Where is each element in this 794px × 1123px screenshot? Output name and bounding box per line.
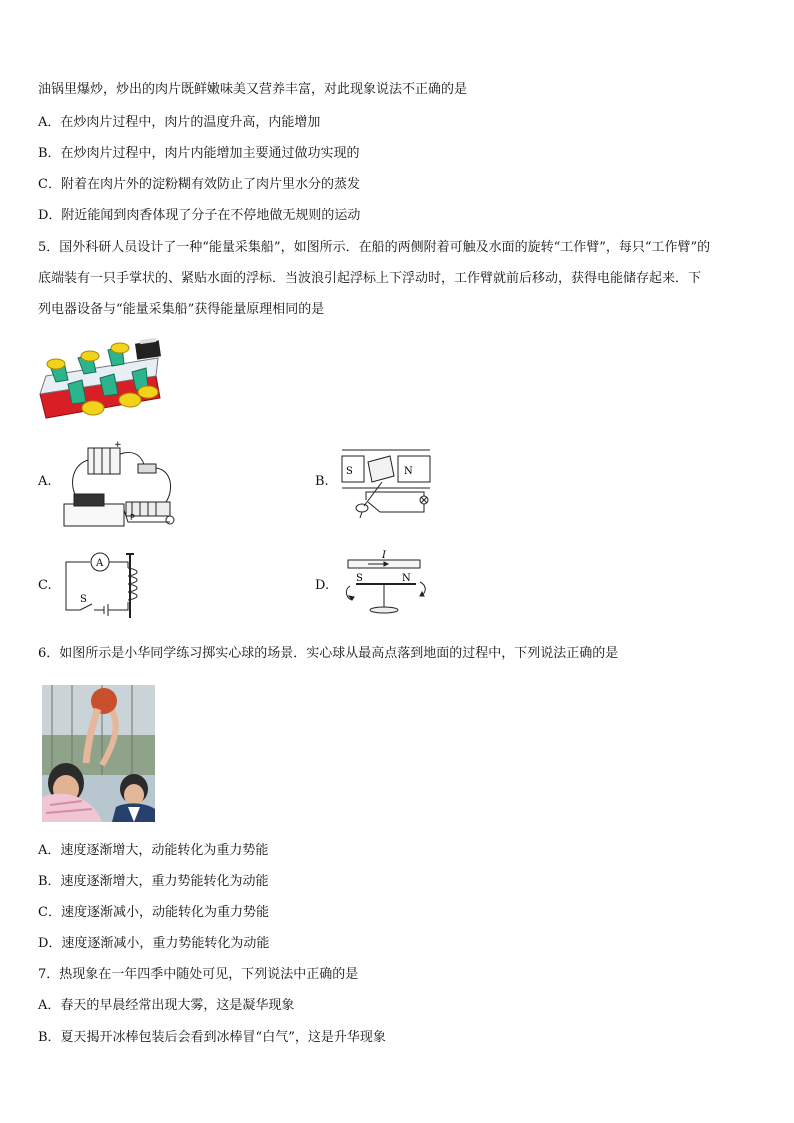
q7-stem: 7．热现象在一年四季中随处可见，下列说法中正确的是 [38, 967, 359, 982]
figure-d-s-pole: S [356, 573, 363, 584]
q7-option-a: A．春天的早晨经常出现大雾，这是凝华现象 [38, 998, 295, 1013]
figure-d-oersted-experiment [340, 550, 432, 620]
q5-stem-line1: 5．国外科研人员设计了一种“能量采集船”，如图所示．在船的两侧附着可触及水面的旋转“工作臂”，每只“工作臂”的 [38, 240, 711, 255]
q6-option-b: B．速度逐渐增大，重力势能转化为动能 [38, 874, 269, 889]
figure-d-current-label: I [382, 550, 386, 561]
q5-option-d-label: D. [315, 578, 330, 593]
shot-put-photo [42, 685, 155, 822]
q4-option-c: C．附着在肉片外的淀粉糊有效防止了肉片里水分的蒸发 [38, 177, 360, 192]
figure-a-plus-label: + [114, 440, 122, 450]
energy-ship-figure [38, 336, 173, 421]
q4-option-d: D．附近能闻到肉香体现了分子在不停地做无规则的运动 [38, 208, 361, 223]
figure-c-ammeter-label: A [96, 558, 104, 569]
figure-a-p-label: P [130, 513, 135, 522]
q6-option-c: C．速度逐渐减小，动能转化为重力势能 [38, 905, 269, 920]
figure-b-generator [340, 442, 435, 520]
q6-option-d: D．速度逐渐减小，重力势能转化为动能 [38, 936, 270, 951]
q4-stem: 油锅里爆炒，炒出的肉片既鲜嫩味美又营养丰富，对此现象说法不正确的是 [38, 82, 468, 97]
q4-option-a: A．在炒肉片过程中，肉片的温度升高，内能增加 [38, 115, 321, 130]
figure-d-n-pole: N [402, 573, 411, 584]
figure-c-electromagnet-ammeter [62, 548, 154, 620]
q5-option-c-label: C. [38, 578, 52, 593]
figure-b-n-pole: N [404, 466, 413, 477]
figure-b-s-pole: S [346, 466, 353, 477]
q5-option-a-label: A. [38, 474, 52, 489]
figure-c-switch-label: S [80, 594, 87, 605]
q5-stem-line3: 列电器设备与“能量采集船”获得能量原理相同的是 [38, 302, 325, 317]
q6-option-a: A．速度逐渐增大，动能转化为重力势能 [38, 843, 269, 858]
figure-a-electromagnet-circuit [62, 440, 180, 530]
q7-option-b: B．夏天揭开冰棒包装后会看到冰棒冒“白气”，这是升华现象 [38, 1030, 386, 1045]
q5-stem-line2: 底端装有一只手掌状的、紧贴水面的浮标．当波浪引起浮标上下浮动时，工作臂就前后移动，获得电能储存起来．下 [38, 271, 702, 286]
q4-option-b: B．在炒肉片过程中，肉片内能增加主要通过做功实现的 [38, 146, 360, 161]
q5-option-b-label: B. [315, 474, 329, 489]
q6-stem: 6．如图所示是小华同学练习掷实心球的场景．实心球从最高点落到地面的过程中，下列说法正确的是 [38, 646, 619, 661]
